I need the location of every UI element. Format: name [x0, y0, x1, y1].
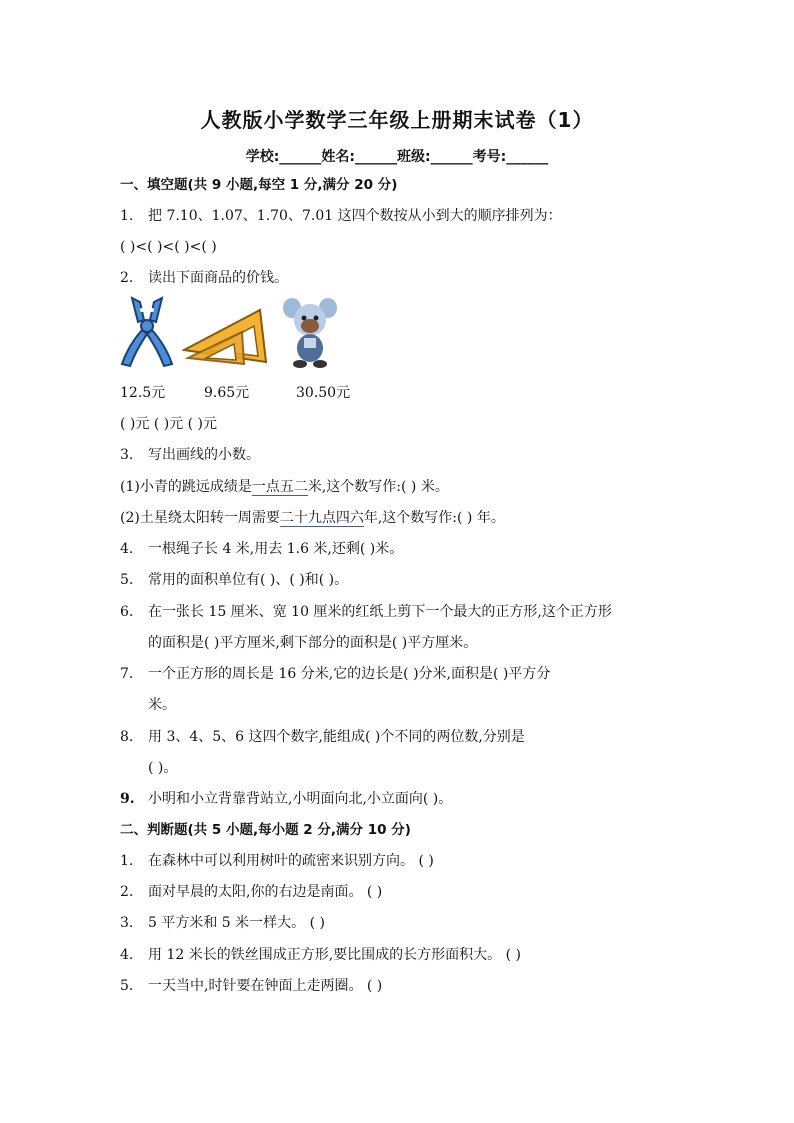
question-5[interactable] — [120, 570, 348, 590]
question-text: 5 平方米和 5 米一样大。 ( ) — [148, 915, 325, 931]
sub-text: 年,这个数写作:( ) 年。 — [363, 510, 505, 526]
question-text: 读出下面商品的价钱。 — [148, 270, 288, 286]
question-1-blanks[interactable]: ( )<( )<( )<( ) — [120, 239, 217, 255]
question-number: 4. — [120, 947, 134, 963]
pliers-icon — [118, 296, 176, 368]
underlined-number: 一点五二 — [251, 479, 308, 495]
question-text: 在一张长 15 厘米、宽 10 厘米的红纸上剪下一个最大的正方形,这个正方形 — [148, 604, 612, 620]
question-9[interactable] — [120, 789, 452, 809]
question-number: 2. — [120, 270, 134, 286]
question-text: 把 7.10、1.07、1.70、7.01 这四个数按从小到大的顺序排列为： — [148, 208, 562, 224]
question-number: 3. — [120, 447, 134, 463]
question-number: 5. — [120, 978, 134, 994]
question-text: 用 3、4、5、6 这四个数字,能组成( )个不同的两位数,分别是 — [148, 729, 525, 745]
question-text: 用 12 米长的铁丝围成正方形,要比围成的长方形面积大。 ( ) — [148, 947, 521, 963]
price-label: 12.5元 — [120, 385, 166, 401]
sub-text: (1)小青的跳远成绩是 — [120, 479, 252, 495]
question-7[interactable] — [120, 664, 550, 684]
question-text: 小明和小立背靠背站立,小明面向北,小立面向( )。 — [148, 791, 453, 807]
question-text: 在森林中可以利用树叶的疏密来识别方向。 ( ) — [148, 853, 434, 869]
question-number: 7. — [120, 666, 134, 682]
sub-text: 米,这个数写作:( ) 米。 — [307, 479, 449, 495]
question-number: 6. — [120, 604, 134, 620]
question-1 — [120, 206, 562, 226]
question-2-blanks[interactable]: ( )元 ( )元 ( )元 — [120, 416, 218, 432]
question-text: 一个正方形的周长是 16 分米,它的边长是( )分米,面积是( )平方分 — [148, 666, 551, 682]
section2-heading: 二、判断题(共 5 小题,每小题 2 分,满分 10 分) — [120, 822, 411, 838]
question-number: 4. — [120, 541, 134, 557]
student-info-line: 学校:______姓名:______班级:______考号:______ — [245, 149, 549, 165]
question-8[interactable] — [120, 727, 525, 747]
question-2 — [120, 268, 288, 288]
toy-mouse-icon — [282, 294, 338, 370]
section1-heading: 一、填空题(共 9 小题,每空 1 分,满分 20 分) — [120, 177, 398, 193]
question-7-line2: 米。 — [148, 697, 176, 713]
question-3 — [120, 445, 260, 465]
judgment-item-2[interactable] — [120, 882, 382, 902]
question-3-sub2[interactable] — [120, 508, 505, 528]
question-number: 5. — [120, 572, 134, 588]
product-pictures — [118, 296, 318, 372]
judgment-item-1[interactable] — [120, 851, 434, 871]
judgment-item-5[interactable] — [120, 976, 382, 996]
judgment-item-3[interactable] — [120, 913, 325, 933]
question-text: 面对早晨的太阳,你的右边是南面。 ( ) — [148, 884, 383, 900]
question-number: 1. — [120, 208, 134, 224]
question-number: 2. — [120, 884, 134, 900]
question-number: 3. — [120, 915, 134, 931]
set-square-icon — [182, 306, 268, 366]
judgment-item-4[interactable] — [120, 945, 521, 965]
price-label: 30.50元 — [296, 385, 351, 401]
question-3-sub1[interactable] — [120, 477, 449, 497]
question-4[interactable] — [120, 539, 403, 559]
question-text: 一天当中,时针要在钟面上走两圈。 ( ) — [148, 978, 383, 994]
price-label: 9.65元 — [204, 385, 250, 401]
page-title: 人教版小学数学三年级上册期末试卷（1） — [200, 108, 594, 132]
question-8-line2[interactable]: ( )。 — [148, 760, 178, 776]
question-number: 8. — [120, 729, 134, 745]
question-text: 写出画线的小数。 — [148, 447, 260, 463]
question-6-line2[interactable]: 的面积是( )平方厘米,剩下部分的面积是( )平方厘米。 — [148, 635, 478, 651]
sub-text: (2)土星绕太阳转一周需要 — [120, 510, 280, 526]
question-6[interactable] — [120, 602, 612, 622]
underlined-number: 二十九点四六 — [279, 510, 364, 526]
question-text: 一根绳子长 4 米,用去 1.6 米,还剩( )米。 — [148, 541, 404, 557]
question-text: 常用的面积单位有( )、( )和( )。 — [148, 572, 349, 588]
question-number: 9. — [120, 791, 135, 807]
question-number: 1. — [120, 853, 134, 869]
